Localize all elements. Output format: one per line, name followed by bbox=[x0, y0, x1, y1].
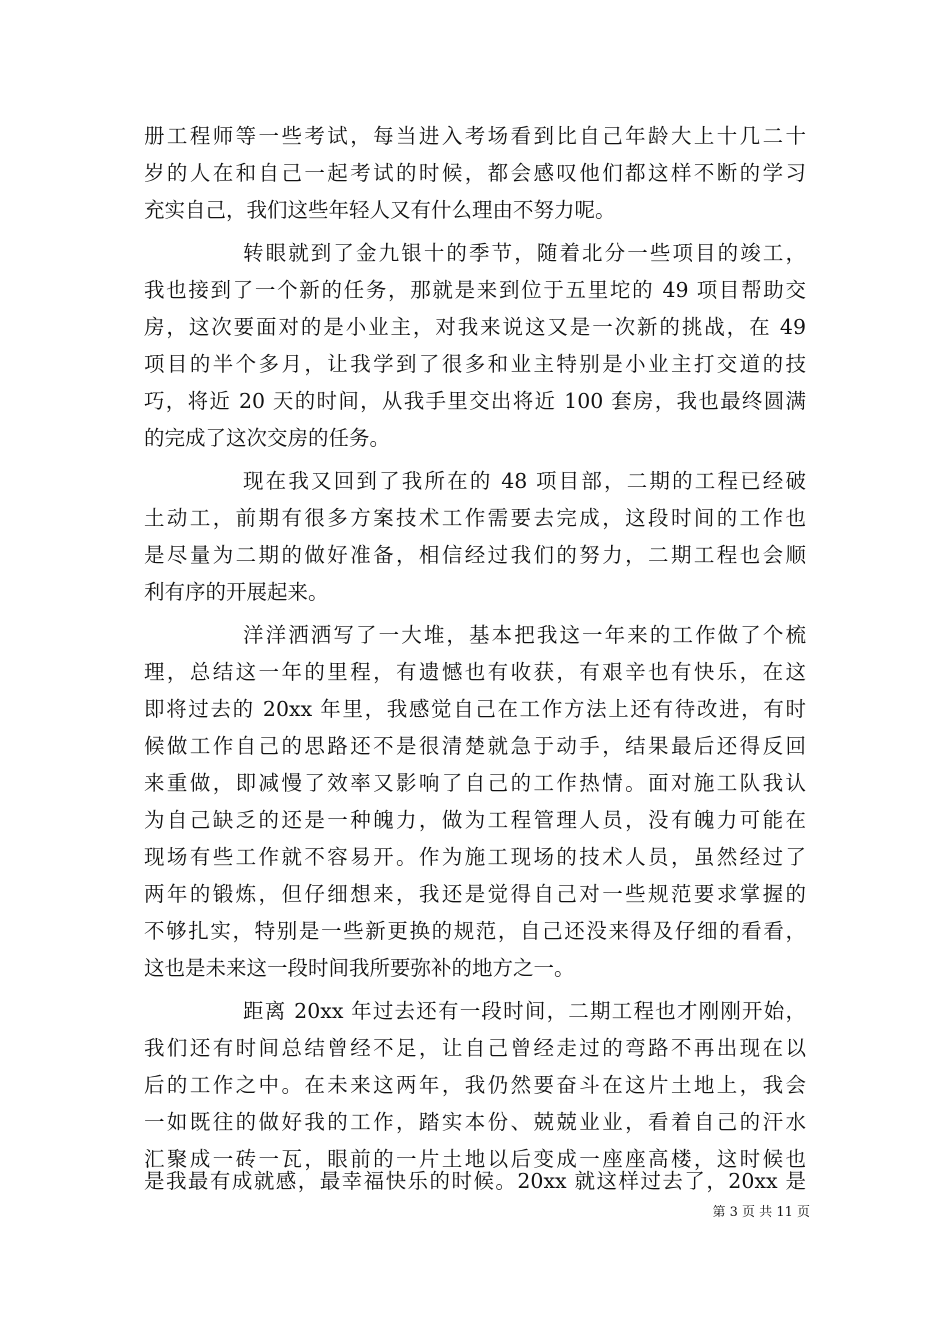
text-line: 项目的半个多月，让我学到了很多和业主特别是小业主打交道的技 bbox=[144, 352, 806, 376]
text-line: 这也是未来这一段时间我所要弥补的地方之一。 bbox=[144, 956, 575, 980]
text-line: 我们还有时间总结曾经不足，让自己曾经走过的弯路不再出现在以 bbox=[144, 1036, 806, 1060]
text-line: 我也接到了一个新的任务，那就是来到位于五里坨的 49 项目帮助交 bbox=[144, 278, 806, 302]
text-line: 岁的人在和自己一起考试的时候，都会感叹他们都这样不断的学习 bbox=[144, 161, 806, 185]
text-line: 理，总结这一年的里程，有遗憾也有收获，有艰辛也有快乐，在这 bbox=[144, 660, 806, 684]
text-line: 充实自己，我们这些年轻人又有什么理由不努力呢。 bbox=[144, 198, 616, 222]
text-line: 土动工，前期有很多方案技术工作需要去完成，这段时间的工作也 bbox=[144, 506, 806, 530]
text-line: 后的工作之中。在未来这两年，我仍然要奋斗在这片土地上，我会 bbox=[144, 1073, 806, 1097]
text-line: 汇聚成一砖一瓦，眼前的一片土地以后变成一座座高楼，这时候也 bbox=[144, 1147, 806, 1171]
paragraph-first-line: 距离 20xx 年过去还有一段时间，二期工程也才刚刚开始， bbox=[243, 999, 806, 1023]
text-line: 房，这次要面对的是小业主，对我来说这又是一次新的挑战，在 49 bbox=[144, 315, 806, 339]
text-line: 册工程师等一些考试，每当进入考场看到比自己年龄大上十几二十 bbox=[144, 124, 806, 148]
paragraph-first-line: 现在我又回到了我所在的 48 项目部，二期的工程已经破 bbox=[243, 469, 806, 493]
text-line: 现场有些工作就不容易开。作为施工现场的技术人员，虽然经过了 bbox=[144, 845, 806, 869]
text-line: 巧，将近 20 天的时间，从我手里交出将近 100 套房，我也最终圆满 bbox=[144, 389, 806, 413]
paragraph-first-line: 洋洋洒洒写了一大堆，基本把我这一年来的工作做了个梳 bbox=[243, 623, 806, 647]
text-line: 来重做，即减慢了效率又影响了自己的工作热情。面对施工队我认 bbox=[144, 771, 806, 795]
text-line: 两年的锻炼，但仔细想来，我还是觉得自己对一些规范要求掌握的 bbox=[144, 882, 806, 906]
text-line: 不够扎实，特别是一些新更换的规范，自己还没来得及仔细的看看， bbox=[144, 919, 806, 943]
text-line: 是我最有成就感，最幸福快乐的时候。20xx 就这样过去了，20xx 是 bbox=[144, 1169, 806, 1193]
text-line: 利有序的开展起来。 bbox=[144, 580, 329, 604]
text-line: 为自己缺乏的还是一种魄力，做为工程管理人员，没有魄力可能在 bbox=[144, 808, 806, 832]
text-line: 的完成了这次交房的任务。 bbox=[144, 426, 390, 450]
paragraph-first-line: 转眼就到了金九银十的季节，随着北分一些项目的竣工， bbox=[243, 241, 806, 265]
page-number: 第 3 页 共 11 页 bbox=[712, 1205, 810, 1220]
text-line: 即将过去的 20xx 年里，我感觉自己在工作方法上还有待改进，有时 bbox=[144, 697, 806, 721]
text-line: 是尽量为二期的做好准备，相信经过我们的努力，二期工程也会顺 bbox=[144, 543, 806, 567]
text-line: 候做工作自己的思路还不是很清楚就急于动手，结果最后还得反回 bbox=[144, 734, 806, 758]
text-line: 一如既往的做好我的工作，踏实本份、兢兢业业，看着自己的汗水 bbox=[144, 1110, 806, 1134]
